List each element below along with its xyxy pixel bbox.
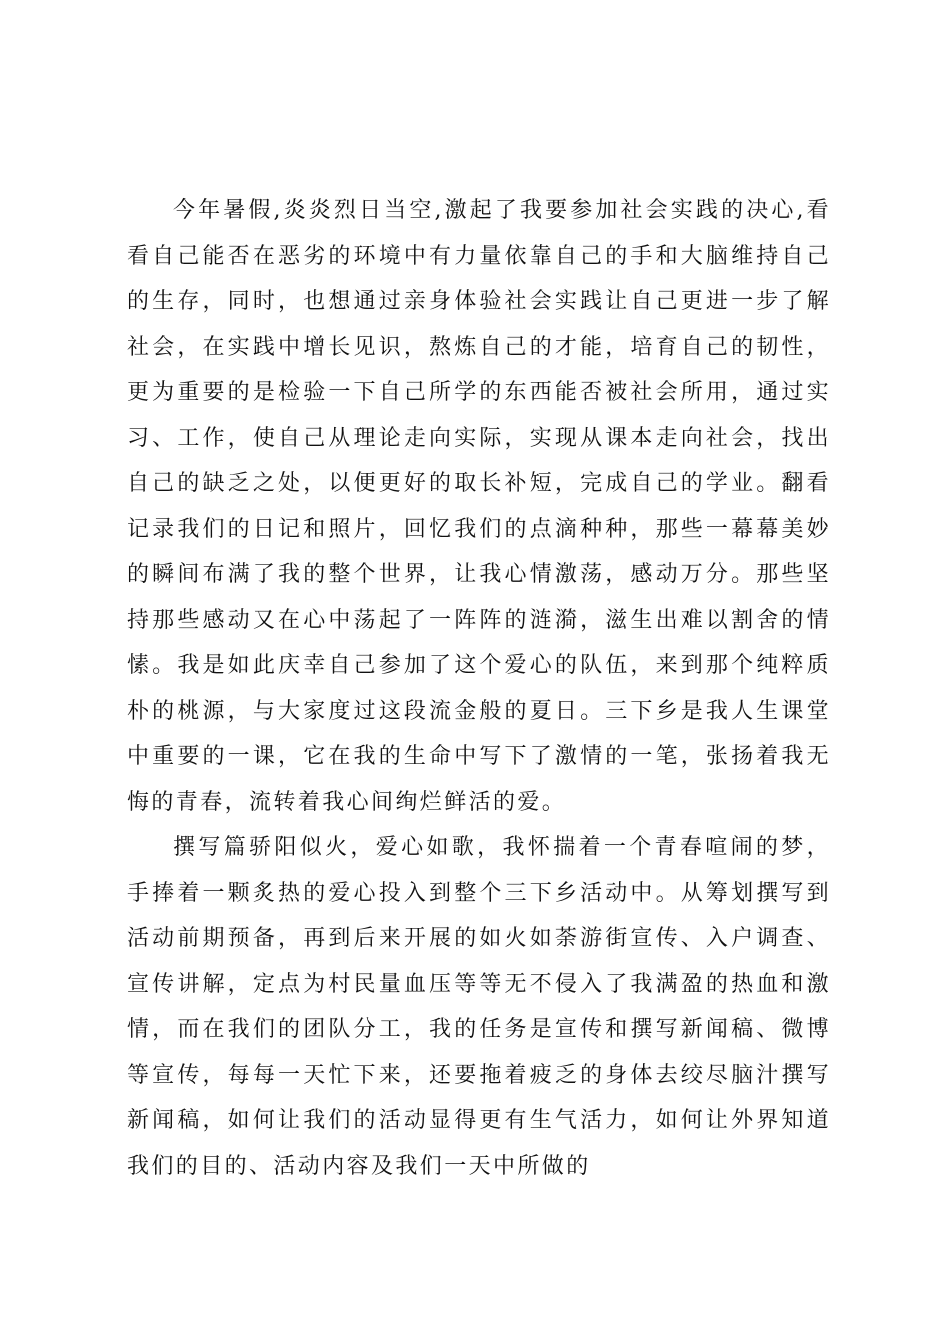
body-text — [127, 188, 831, 1189]
paragraph-1: 今年暑假,炎炎烈日当空,激起了我要参加社会实践的决心,看看自己能否在恶劣的环境中有力量依靠自己的手和大脑维持自己的生存，同时，也想通过亲身体验社会实践让自己更进一步了解社会，在实践中增长见识，熬炼自己的才能，培育自己的韧性，更为重要的是检验一下自己所学的东西能否被社会所用，通过实习、工作，使自己从理论走向实际，实现从课本走向社会，找出自己的缺乏之处，以便更好的取长补短，完成自己的学业。翻看记录我们的日记和照片，回忆我们的点滴种种，那些一幕幕美妙的瞬间布满了我的整个世界，让我心情激荡，感动万分。那些坚持那些感动又在心中荡起了一阵阵的涟漪，滋生出难以割舍的情愫。我是如此庆幸自己参加了这个爱心的队伍，来到那个纯粹质朴的桃源，与大家度过这段流金般的夏日。三下乡是我人生课堂中重要的一课，它在我的生命中写下了激情的一笔，张扬着我无悔的青春，流转着我心间绚烂鲜活的爱。 — [127, 198, 831, 815]
paragraph-2: 撰写篇骄阳似火，爱心如歌，我怀揣着一个青春喧闹的梦，手捧着一颗炙热的爱心投入到整个三下乡活动中。从筹划撰写到活动前期预备，再到后来开展的如火如荼游街宣传、入户调查、宣传讲解，定点为村民量血压等等无不侵入了我满盈的热血和激情，而在我们的团队分工，我的任务是宣传和撰写新闻稿、微博等宣传，每每一天忙下来，还要拖着疲乏的身体去绞尽脑汁撰写新闻稿，如何让我们的活动显得更有生气活力，如何让外界知道我们的目的、活动内容及我们一天中所做的 — [127, 835, 831, 1179]
